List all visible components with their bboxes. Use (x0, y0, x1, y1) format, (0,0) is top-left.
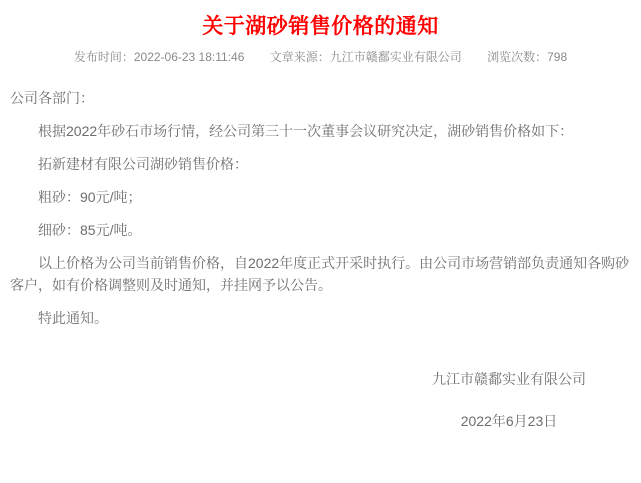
article-source-value: 九江市赣鄱实业有限公司 (329, 50, 462, 64)
body-paragraph-price-fine: 细砂：85元/吨。 (38, 222, 142, 238)
page-title: 关于湖砂销售价格的通知 (202, 15, 439, 38)
salutation: 公司各部门： (10, 90, 94, 106)
body-paragraph: 根据2022年砂石市场行情，经公司第三十一次董事会议研究决定，湖砂销售价格如下： (38, 123, 574, 139)
article-meta (0, 50, 641, 64)
article-source-label: 文章来源： (269, 50, 330, 64)
publish-time-label: 发布时间： (73, 50, 134, 64)
signature-date: 2022年6月23日 (460, 413, 558, 429)
body-paragraph: 以上价格为公司当前销售价格，自2022年度正式开采时执行。由公司市场营销部负责通知各购砂客户，如有价格调整则及时通知，并挂网予以公告。 (10, 255, 630, 293)
view-count (487, 50, 567, 64)
body-paragraph-closing: 特此通知。 (38, 310, 108, 326)
view-count-value: 798 (547, 50, 568, 64)
body-paragraph-price-coarse: 粗砂：90元/吨； (38, 189, 142, 205)
publish-time-value: 2022-06-23 18:11:46 (133, 50, 245, 64)
notice-body (0, 87, 641, 329)
signature-company: 九江市赣鄱实业有限公司 (432, 371, 586, 387)
body-paragraph: 拓新建材有限公司湖砂销售价格： (38, 156, 248, 172)
view-count-label: 浏览次数： (487, 50, 548, 64)
publish-time (74, 50, 245, 64)
article-source (270, 50, 462, 64)
signature-block (432, 368, 586, 432)
